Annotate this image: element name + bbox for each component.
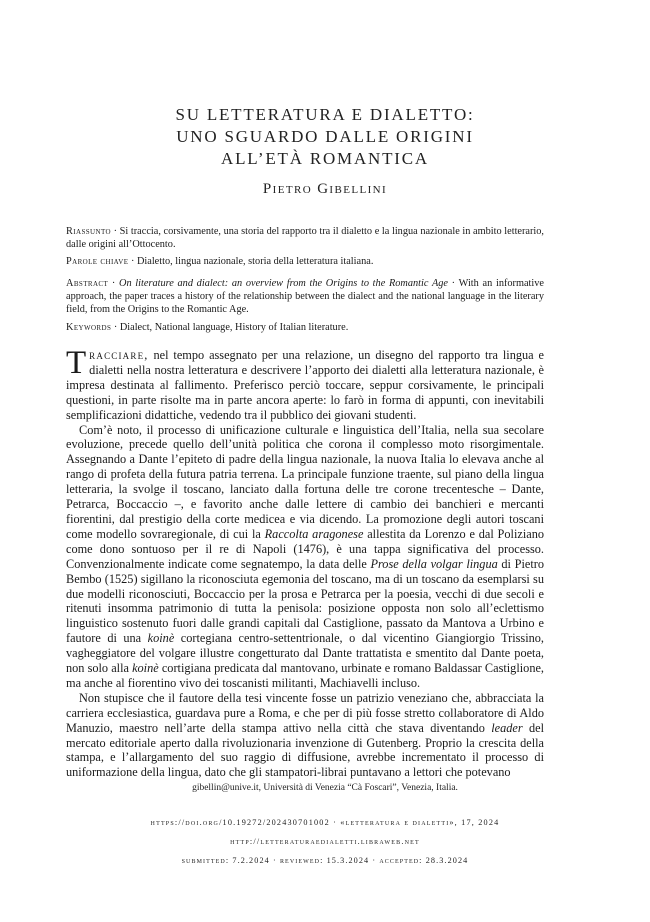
author-email-affiliation: gibellin@unive.it, Università di Venezia “Cà Foscari”, Venezia, Italia. — [192, 783, 458, 793]
italic-term: koinè — [147, 631, 175, 646]
separator: · — [108, 278, 120, 289]
title-line: UNO SGUARDO DALLE ORIGINI — [176, 127, 474, 146]
keywords-label: Keywords — [66, 322, 112, 333]
paragraph-text: Com’è noto, il processo di unificazione culturale e linguistica dell’Italia, nella sua secolare evoluzione, precede quello dell’unità politica che corona il complesso moto risorgimentale. Assegnando a Dante l’epiteto di padre della lingua nazionale, la nuova Italia lo elevava anche al rango di profeta della futura patria terrena. La principale funzione traente, sul piano della lingua letteraria, la svolge il toscano, lanciato dalla fortuna delle tre corone trecentesche – Dante, Petrarca, Boccaccio –, e favorito anche dalle lettere di cambio dei banchieri e mercanti fiorentini, dal prestigio della corte medicea e via dicendo. La promozione degli autori toscani come modello sovraregionale, di cui la — [66, 422, 544, 541]
article-body — [66, 345, 545, 780]
paragraph-text: nel tempo assegnato per una relazione, un disegno del rapporto tra lingua e dialetti nella nostra letteratura e descrivere l’apporto dei dialetti alla letteratura nazionale, è impresa destinata al fallimento. Preferisco perciò toccare, seppur corsivamente, le principali questioni, in parte risolte ma in parte ancora aperte: lo farò in forma di appunti, con inevitabili semplificazioni didattiche, vedendo tra il pubblico dei giovani studenti. — [66, 348, 544, 422]
author-name: Pietro Gibellini — [262, 181, 388, 197]
abstract-label: Riassunto — [66, 226, 111, 237]
journal-website-link[interactable]: http://letteraturaedialetti.libraweb.net — [230, 837, 420, 846]
abstract-text: Si traccia, corsivamente, una storia del rapporto tra il dialetto e la lingua nazionale in ambito letterario, dalle origini all’Ottocento. — [66, 226, 545, 251]
abstract-text: With an informative approach, the paper traces a history of the relationship between the dialect and the national language in the literary field, from the Origins to the Romantic Age. — [66, 278, 544, 316]
italic-title: Prose della volgar lingua — [370, 556, 498, 571]
lead-word: racciare, — [89, 348, 149, 362]
italian-keywords — [66, 255, 544, 268]
body-paragraph — [66, 691, 544, 780]
italic-term: koinè — [132, 661, 159, 676]
italic-title: Raccolta aragonese — [264, 526, 364, 541]
english-keywords — [66, 321, 544, 334]
abstract-label: Abstract — [66, 278, 109, 289]
english-abstract — [66, 277, 544, 317]
article-title — [0, 104, 650, 170]
abstract-title: On literature and dialect: an overview from the Origins to the Romantic Age — [119, 278, 448, 289]
separator: · — [447, 278, 459, 289]
keywords-label: Parole chiave — [66, 256, 129, 267]
keywords-text: Dialetto, lingua nazionale, storia della letteratura italiana. — [136, 256, 374, 267]
paragraph-text: cortegiana centro-settentrionale, o dal vicentino Giangiorgio Trissino, vagheggiatore del volgare illustre congetturato dal Dante trattatista e smentito dal Dante poeta, non solo alla — [66, 631, 545, 676]
separator: · — [111, 322, 120, 333]
separator: · — [110, 226, 120, 237]
drop-cap: T — [66, 345, 87, 381]
paragraph-text: del mercato editoriale aperto dalla rivoluzionaria invenzione di Gutenberg. Proprio la crescita della stampa, e l’allargamento del suo raggio di diffusione, avrebbe incrementato il processo di uniformazione della lingua, dato che gli stampatori-librai puntavano a lettori che potevano — [66, 720, 544, 780]
paragraph-text: Non stupisce che il fautore della tesi vincente fosse un patrizio veneziano che, abbracciata la carriera ecclesiastica, guardava pure a Roma, e che per di più fosse stretto collaboratore di Aldo Manuzio, maestro nell’arte della stampa attivo nella città che stava diventando — [66, 690, 544, 735]
body-paragraph — [66, 423, 544, 691]
doi-link[interactable]: https://doi.org/10.19272/202430701002 · «letteratura e dialetti», 17, 2024 — [150, 818, 500, 827]
italian-abstract — [66, 225, 544, 251]
title-line: ALL’ETÀ ROMANTICA — [221, 149, 429, 168]
title-line: SU LETTERATURA E DIALETTO: — [175, 105, 475, 124]
paragraph-text: di Pietro Bembo (1525) sigillano la riconosciuta egemonia del toscano, ma di un toscano da esemplarsi su due modelli riconosciuti, Boccaccio per la prosa e Petrarca per la poesia, vecchi di due secoli e ritenuti insomma patrimonio di tutta la penisola: posizione opposta non solo all’eclettismo linguistico sostenuto fuori dalle grandi capitali dal Castiglione, passato da Mantova a Urbino e fautore di una — [66, 556, 544, 646]
keywords-text: Dialect, National language, History of Italian literature. — [119, 322, 349, 333]
submission-dates: submitted: 7.2.2024 · reviewed: 15.3.2024 · accepted: 28.3.2024 — [181, 856, 469, 865]
separator: · — [128, 256, 137, 267]
italic-term: leader — [491, 720, 523, 735]
paragraph-text: cortigiana predicata dal mantovano, urbinate e romano Baldassar Castiglione, ma anche al fiorentino vivo dei toscanisti militanti, Machiavelli incluso. — [66, 661, 544, 690]
paragraph-text: allestita da Lorenzo e dal Poliziano come dono sontuoso per il re di Napoli (1476), è una tappa significativa del processo. Convenzionalmente indicate come segnatempo, la data delle — [66, 526, 544, 571]
body-paragraph — [66, 345, 544, 423]
